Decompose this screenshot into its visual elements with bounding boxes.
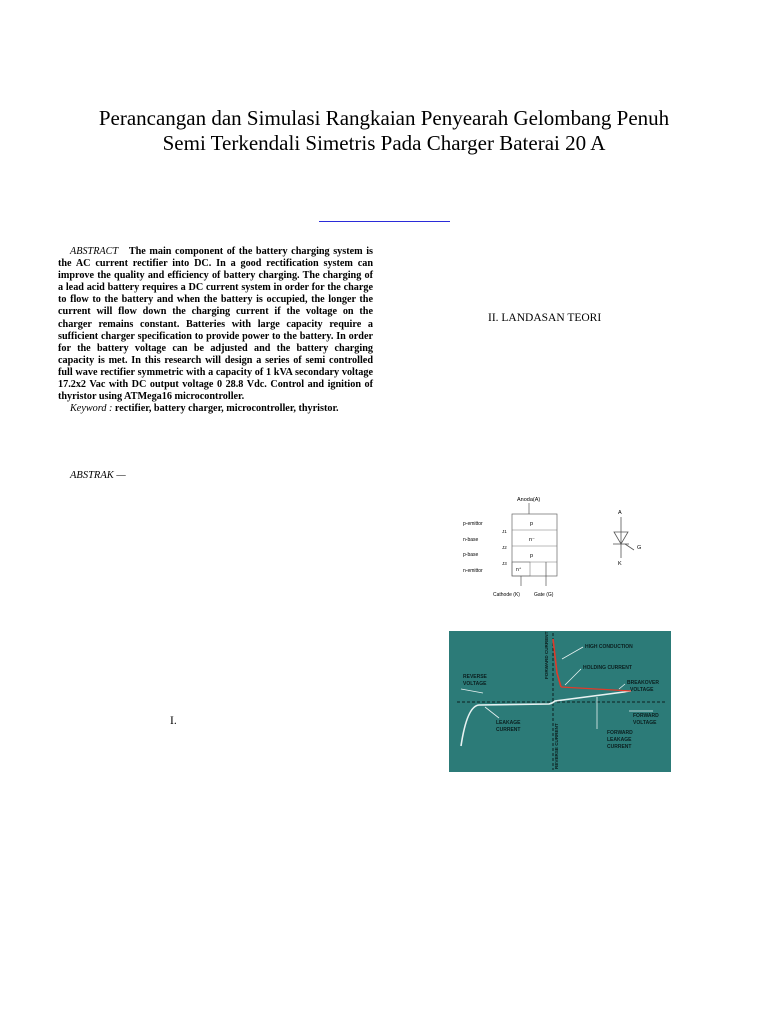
high-conduction-segment <box>553 639 561 687</box>
layer-label-p-emittor: p-emittor <box>463 521 483 527</box>
high-conduction-label: HIGH CONDUCTION <box>585 644 633 650</box>
symbol-gate-label: G <box>637 545 642 551</box>
reverse-current-label: REVERSE CURRENT <box>554 723 559 769</box>
leakage-label-2: CURRENT <box>496 727 521 733</box>
gate-label: Gate (G) <box>534 592 554 598</box>
iv-characteristic-svg <box>449 631 671 772</box>
abstract-paragraph <box>58 246 373 403</box>
thyristor-symbol-icon <box>613 517 634 558</box>
junction-label-j2: J2 <box>502 545 507 550</box>
layer-label-n-base: n-base <box>463 537 479 543</box>
junction-label-j3: J3 <box>502 561 507 566</box>
forward-leakage-label-3: CURRENT <box>607 744 632 750</box>
symbol-anode-label: A <box>618 510 622 516</box>
breakover-label-2: VOLTAGE <box>630 687 654 693</box>
thyristor-structure-figure <box>455 492 661 600</box>
cathode-label: Cathode (K) <box>493 592 520 598</box>
layer-fill-p2: p <box>530 553 534 559</box>
junction-label-j1: J1 <box>502 529 507 534</box>
forward-voltage-label-2: VOLTAGE <box>633 720 657 726</box>
leakage-label-1: LEAKAGE <box>496 720 521 726</box>
iv-curve <box>461 691 631 746</box>
keyword-label: Keyword : <box>70 403 113 415</box>
reverse-voltage-label-2: VOLTAGE <box>463 681 487 687</box>
breakover-label-1: BREAKOVER <box>627 680 659 686</box>
section-1-heading: I. <box>170 715 177 727</box>
symbol-cathode-label: K <box>618 561 622 567</box>
thyristor-iv-characteristic-figure <box>449 631 671 772</box>
abstract-lead: ABSTRACT <box>70 246 119 257</box>
layer-fill-n2: n⁺ <box>516 567 522 573</box>
reverse-voltage-label-1: REVERSE <box>463 674 487 680</box>
abstract-text: The main component of the battery charging system is the AC current rectifier into DC. In a good rectification system can improve the quality and efficiency of battery charging. The charging of a lead acid battery requires a DC current system in order for the charge to flow to the battery and when the battery is occupied, the longer the current will flow down the charging current if the voltage on the charger remains constant. Batteries with large capacity require a sufficient charger specification to provide power to the battery. In order for the battery voltage can be adjusted and the battery charging capacity is met. In this research will design a series of semi controlled full wave rectifier symmetric with a capacity of 1 kVA secondary voltage 17.2x2 Vac with DC output voltage 0 28.8 Vdc. Control and ignition of thyristor using ATMega16 microcontroller. <box>58 246 374 403</box>
forward-leakage-label-1: FORWARD <box>607 730 633 736</box>
paper-title <box>40 106 728 156</box>
layer-label-n-emittor: n-emittor <box>463 568 483 574</box>
title-line-1: Perancangan dan Simulasi Rangkaian Penyearah Gelombang Penuh <box>98 106 670 130</box>
layer-fill-p1: p <box>530 521 534 527</box>
forward-current-label: FORWARD CURRENT <box>544 631 549 679</box>
forward-leakage-label-2: LEAKAGE <box>607 737 632 743</box>
anode-label: Anoda(A) <box>517 497 541 503</box>
keyword-paragraph <box>58 403 373 415</box>
thyristor-structure-svg <box>455 492 661 600</box>
section-2-heading: II. LANDASAN TEORI <box>488 312 602 324</box>
title-line-2: Semi Terkendali Simetris Pada Charger Baterai 20 A <box>162 131 606 155</box>
abstrak-label: ABSTRAK — <box>70 470 126 481</box>
keyword-text: rectifier, battery charger, microcontroller, thyristor. <box>114 403 339 415</box>
forward-voltage-label-1: FORWARD <box>633 713 659 719</box>
author-link-underline[interactable] <box>319 221 450 222</box>
holding-current-label: HOLDING CURRENT <box>583 665 632 671</box>
layer-label-p-base: p-base <box>463 552 479 558</box>
layer-fill-n1: n⁻ <box>529 537 535 543</box>
abstract-block <box>58 246 373 415</box>
